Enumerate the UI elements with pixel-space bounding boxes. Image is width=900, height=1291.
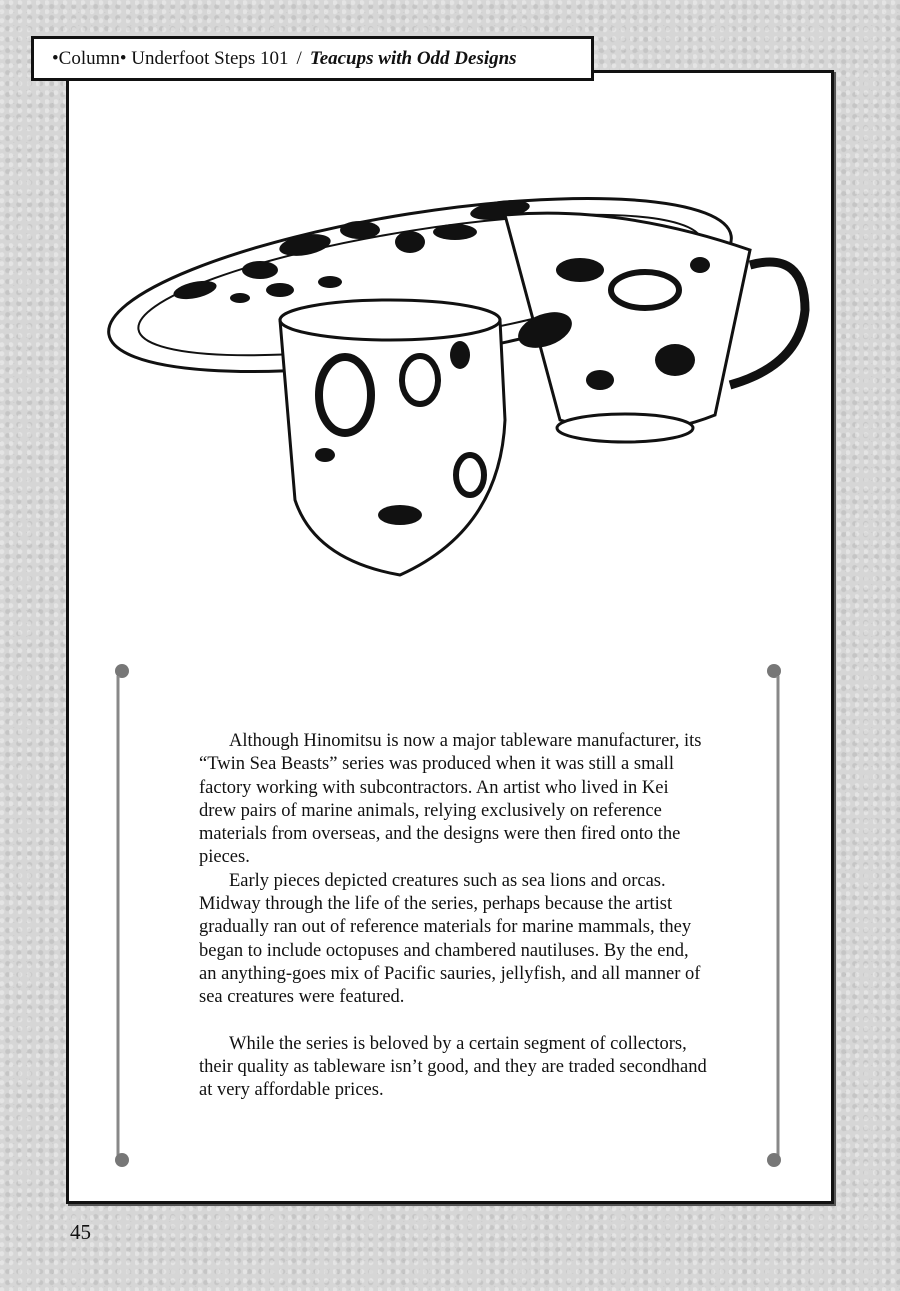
page-number: 45 bbox=[70, 1220, 91, 1244]
column-body-text bbox=[199, 730, 709, 1102]
paragraph: While the series is beloved by a certain segment of collectors, their quality as tableware isn’t good, and they are traded secondhand at very affordable prices. bbox=[199, 1033, 707, 1101]
teacups-illustration bbox=[100, 170, 810, 590]
right-bracket-ornament bbox=[766, 662, 784, 1170]
column-title: Teacups with Odd Designs bbox=[309, 47, 517, 69]
column-header bbox=[31, 36, 594, 81]
paragraph: Early pieces depicted creatures such as sea lions and orcas. Midway through the life of the series, perhaps because the artist gradually ran out of reference materials for marine mammals, they began to include octopuses and chambered nautiluses. By the end, an anything-goes mix of Pacific sauries, jellyfish, and all manner of sea creatures were featured. bbox=[199, 870, 701, 1008]
header-separator: / bbox=[296, 47, 302, 69]
plate-pattern bbox=[172, 197, 531, 303]
left-bracket-ornament bbox=[112, 662, 130, 1170]
cup bbox=[280, 300, 505, 575]
column-label: •Column• Underfoot Steps 101 bbox=[52, 47, 289, 69]
paragraph: Although Hinomitsu is now a major tableware manufacturer, its “Twin Sea Beasts” series was produced when it was still a small factory working with subcontractors. An artist who lived in Kei drew pairs of marine animals, relying exclusively on reference materials from overseas, and the designs were then fired onto the pieces. bbox=[199, 731, 702, 868]
